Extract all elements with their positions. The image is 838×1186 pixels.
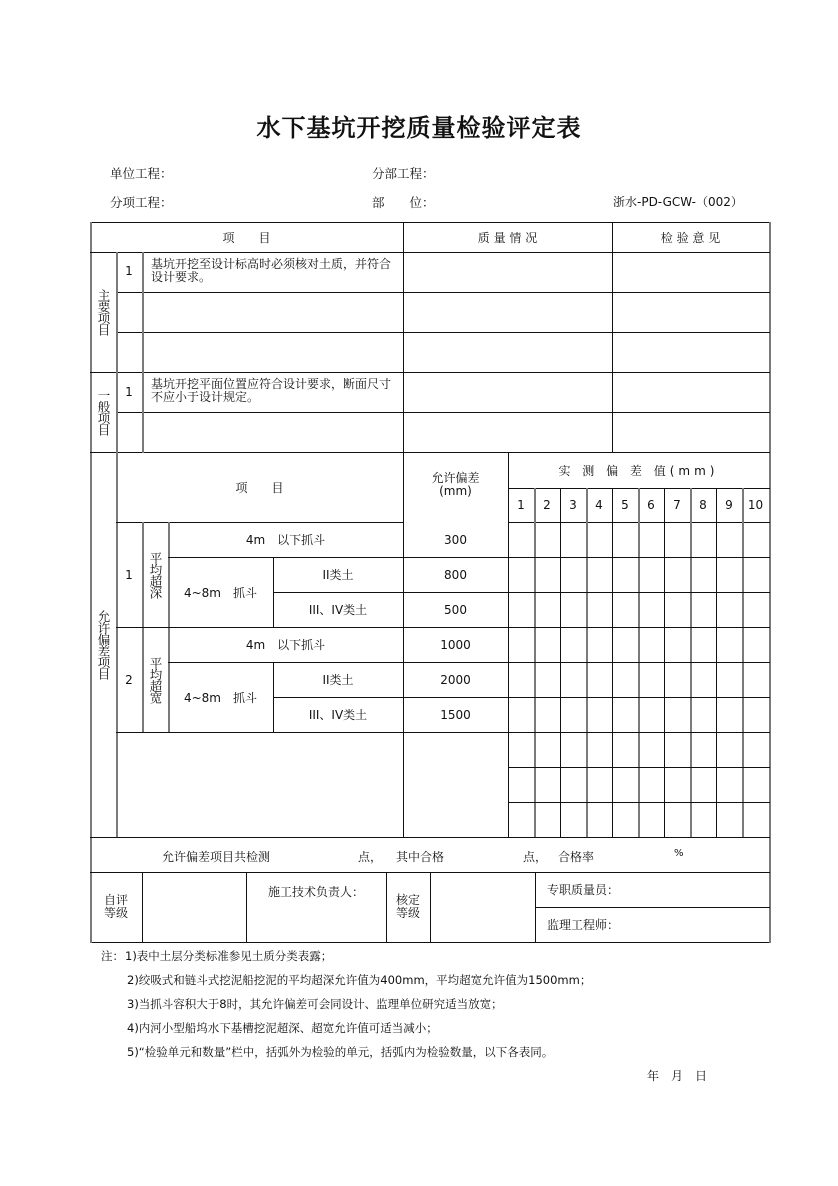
point-number: 2 xyxy=(543,498,551,512)
note-item: 2)绞吸式和链斗式挖泥船挖泥的平均超深允许值为400mm，平均超宽允许值为1500mm； xyxy=(127,973,592,987)
table-rule xyxy=(116,412,770,413)
measured-deviation-cell[interactable] xyxy=(535,593,560,627)
note-item: 3)当抓斗容积大于8时，其允许偏差可会同设计、监理单位研究适当放宽； xyxy=(127,997,503,1011)
point-number: 5 xyxy=(621,498,629,512)
measured-deviation-cell[interactable] xyxy=(587,768,612,802)
measured-deviation-cell[interactable] xyxy=(717,663,742,697)
point-number: 3 xyxy=(569,498,577,512)
self-grade-value[interactable] xyxy=(142,872,246,942)
measured-deviation-cell[interactable] xyxy=(717,523,742,557)
measured-deviation-cell[interactable] xyxy=(743,768,769,802)
unit-project-label: 单位工程： xyxy=(110,166,173,181)
point-number: 9 xyxy=(725,498,733,512)
measured-deviation-cell[interactable] xyxy=(535,558,560,592)
general-item-opinion-cell[interactable] xyxy=(612,372,769,412)
table-rule xyxy=(116,292,770,293)
measured-deviation-cell[interactable] xyxy=(561,803,586,837)
measured-deviation-cell[interactable] xyxy=(587,803,612,837)
measured-deviation-cell[interactable] xyxy=(613,663,638,697)
measured-deviation-cell[interactable] xyxy=(561,523,586,557)
measured-deviation-cell[interactable] xyxy=(613,628,638,662)
measured-deviation-cell[interactable] xyxy=(665,803,690,837)
soil-class-label: III、IV类土 xyxy=(308,603,368,617)
measured-deviation-cell[interactable] xyxy=(639,628,664,662)
equipment-label: 4m 以下抓斗 xyxy=(245,533,326,547)
measured-deviation-cell[interactable] xyxy=(561,628,586,662)
note-item: 5)“检验单元和数量”栏中，括弧外为检验的单元，括弧内为检验数量，以下各表同。 xyxy=(127,1045,554,1059)
soil-class-label: II类土 xyxy=(322,568,354,582)
measured-deviation-cell[interactable] xyxy=(717,593,742,627)
measured-deviation-cell[interactable] xyxy=(743,523,769,557)
measured-deviation-cell[interactable] xyxy=(717,698,742,732)
main-item-opinion-cell[interactable] xyxy=(612,252,769,292)
measured-deviation-cell[interactable] xyxy=(613,803,638,837)
tolerance-summary xyxy=(90,837,769,872)
measured-deviation-cell[interactable] xyxy=(561,733,586,767)
measured-deviation-cell[interactable] xyxy=(639,523,664,557)
measured-deviation-cell[interactable] xyxy=(691,663,716,697)
measured-deviation-cell[interactable] xyxy=(587,698,612,732)
measured-deviation-cell[interactable] xyxy=(535,803,560,837)
measured-deviation-cell[interactable] xyxy=(561,768,586,802)
main-item-quality-cell[interactable] xyxy=(403,252,612,292)
approved-grade-label: 核定 等级 xyxy=(395,893,420,920)
measured-deviation-cell[interactable] xyxy=(587,628,612,662)
header-opinion: 检 验 意 见 xyxy=(660,230,721,245)
measured-deviation-cell[interactable] xyxy=(613,698,638,732)
form-code: 浙水-PD-GCW-（002） xyxy=(613,195,743,209)
general-item-no: 1 xyxy=(125,385,133,399)
header-quality: 质 量 情 况 xyxy=(477,230,538,245)
summary-rate-label: 合格率 xyxy=(558,850,595,864)
measured-deviation-cell[interactable] xyxy=(743,698,769,732)
measured-deviation-cell[interactable] xyxy=(743,803,769,837)
note-item: 1)表中土层分类标准参见土质分类表露； xyxy=(125,949,333,963)
equipment-label: 4m 以下抓斗 xyxy=(245,638,326,652)
notes-lead: 注： xyxy=(101,949,124,963)
date-label: 年 月 日 xyxy=(647,1069,708,1083)
location-label: 部 位： xyxy=(372,195,435,210)
measured-deviation-cell[interactable] xyxy=(509,803,534,837)
general-items-group-label: 一般项目 xyxy=(96,389,111,435)
measured-deviation-cell[interactable] xyxy=(509,733,534,767)
measured-deviation-cell[interactable] xyxy=(613,523,638,557)
point-number: 6 xyxy=(647,498,655,512)
measured-deviation-cell[interactable] xyxy=(587,733,612,767)
summary-percent: % xyxy=(674,848,684,859)
measured-deviation-cell[interactable] xyxy=(665,558,690,592)
table-rule xyxy=(116,332,770,333)
soil-class-label: III、IV类土 xyxy=(308,708,368,722)
summary-total-label: 允许偏差项目共检测 xyxy=(162,850,271,864)
measured-deviation-cell[interactable] xyxy=(509,628,534,662)
summary-pass-label: 其中合格 xyxy=(396,850,445,864)
general-item-text: 基坑开挖平面位置应符合设计要求，断面尺寸不应小于设计规定。 xyxy=(151,377,392,404)
measured-deviation-cell[interactable] xyxy=(587,523,612,557)
main-item-no: 1 xyxy=(125,264,133,278)
measured-deviation-cell[interactable] xyxy=(743,628,769,662)
measured-deviation-cell[interactable] xyxy=(717,768,742,802)
measured-deviation-cell[interactable] xyxy=(691,803,716,837)
allowed-deviation-value: 300 xyxy=(444,532,467,547)
subitem-project-label: 分项工程： xyxy=(110,195,173,210)
measured-deviation-cell[interactable] xyxy=(665,663,690,697)
measured-deviation-cell[interactable] xyxy=(535,523,560,557)
measured-deviation-cell[interactable] xyxy=(639,733,664,767)
tolerance-allow-header: 允许偏差 (mm) xyxy=(431,471,480,498)
measured-deviation-cell[interactable] xyxy=(535,768,560,802)
measured-deviation-cell[interactable] xyxy=(613,558,638,592)
tolerance-group-no: 1 xyxy=(125,567,133,582)
allowed-deviation-value: 1500 xyxy=(440,707,471,722)
main-item-text: 基坑开挖至设计标高时必须核对土质，并符合设计要求。 xyxy=(151,257,392,284)
measured-deviation-cell[interactable] xyxy=(717,558,742,592)
measured-deviation-cell[interactable] xyxy=(509,593,534,627)
measured-deviation-cell[interactable] xyxy=(691,628,716,662)
measured-deviation-cell[interactable] xyxy=(535,733,560,767)
measured-deviation-cell[interactable] xyxy=(691,558,716,592)
measured-deviation-cell[interactable] xyxy=(743,593,769,627)
measured-deviation-cell[interactable] xyxy=(613,768,638,802)
measured-deviation-cell[interactable] xyxy=(691,733,716,767)
quality-officer-label: 专职质量员： xyxy=(547,883,620,897)
measured-deviation-cell[interactable] xyxy=(639,558,664,592)
allowed-deviation-value: 1000 xyxy=(440,637,471,652)
measured-deviation-cell[interactable] xyxy=(691,698,716,732)
measured-deviation-cell[interactable] xyxy=(587,558,612,592)
measured-deviation-cell[interactable] xyxy=(639,593,664,627)
table-rule xyxy=(769,222,771,943)
measured-deviation-cell[interactable] xyxy=(665,768,690,802)
tech-lead-label: 施工技术负责人： xyxy=(267,885,364,899)
measured-deviation-cell[interactable] xyxy=(561,663,586,697)
point-number: 7 xyxy=(673,498,681,512)
measured-deviation-cell[interactable] xyxy=(639,663,664,697)
measured-deviation-cell[interactable] xyxy=(717,628,742,662)
tolerance-group-name: 平均超深 xyxy=(148,551,163,598)
measured-deviation-cell[interactable] xyxy=(639,768,664,802)
note-item: 4)内河小型船坞水下基槽挖泥超深、超宽允许值可适当减小； xyxy=(127,1021,438,1035)
division-project-label: 分部工程： xyxy=(372,166,435,181)
point-number: 8 xyxy=(699,498,707,512)
tolerance-group-name: 平均超宽 xyxy=(148,656,163,703)
measured-deviation-cell[interactable] xyxy=(509,523,534,557)
measured-deviation-cell[interactable] xyxy=(509,663,534,697)
measured-deviation-cell[interactable] xyxy=(561,558,586,592)
measured-deviation-cell[interactable] xyxy=(509,558,534,592)
measured-deviation-cell[interactable] xyxy=(743,663,769,697)
measured-deviation-cell[interactable] xyxy=(691,593,716,627)
header-item: 项 目 xyxy=(222,230,271,245)
tolerance-group-label: 允许偏差项目 xyxy=(96,610,111,679)
allowed-deviation-value: 500 xyxy=(444,602,467,617)
measured-deviation-cell[interactable] xyxy=(691,768,716,802)
measured-deviation-cell[interactable] xyxy=(665,593,690,627)
measured-deviation-cell[interactable] xyxy=(535,663,560,697)
measured-deviation-cell[interactable] xyxy=(743,733,769,767)
measured-deviation-cell[interactable] xyxy=(665,628,690,662)
measured-deviation-cell[interactable] xyxy=(587,593,612,627)
measured-deviation-cell[interactable] xyxy=(639,803,664,837)
measured-deviation-cell[interactable] xyxy=(639,698,664,732)
allowed-deviation-value: 2000 xyxy=(440,672,471,687)
measured-deviation-cell[interactable] xyxy=(561,698,586,732)
page-title: 水下基坑开挖质量检验评定表 xyxy=(256,114,582,142)
tolerance-item-header: 项 目 xyxy=(235,480,284,495)
measured-deviation-cell[interactable] xyxy=(561,593,586,627)
measured-deviation-cell[interactable] xyxy=(665,698,690,732)
approved-grade-value[interactable] xyxy=(430,872,535,942)
measured-deviation-cell[interactable] xyxy=(717,733,742,767)
tolerance-group-no: 2 xyxy=(125,672,133,687)
measured-deviation-cell[interactable] xyxy=(535,628,560,662)
measured-deviation-cell[interactable] xyxy=(743,558,769,592)
measured-deviation-cell[interactable] xyxy=(691,523,716,557)
measured-deviation-cell[interactable] xyxy=(509,768,534,802)
general-item-quality-cell[interactable] xyxy=(403,372,612,412)
summary-points-label: 点， xyxy=(358,850,383,864)
summary-points-label: 点， xyxy=(523,850,548,864)
measured-deviation-cell[interactable] xyxy=(665,733,690,767)
measured-deviation-cell[interactable] xyxy=(613,733,638,767)
measured-deviation-cell[interactable] xyxy=(587,663,612,697)
supervisor-label: 监理工程师： xyxy=(547,918,620,932)
measured-deviation-cell[interactable] xyxy=(665,523,690,557)
self-grade-label: 自评 等级 xyxy=(103,893,128,920)
measured-header: 实 测 偏 差 值(mm) xyxy=(558,463,719,478)
point-number: 1 xyxy=(517,498,525,512)
measured-deviation-cell[interactable] xyxy=(509,698,534,732)
equipment-label: 4~8m 抓斗 xyxy=(183,690,257,705)
point-number: 4 xyxy=(595,498,603,512)
measured-deviation-cell[interactable] xyxy=(535,698,560,732)
allowed-deviation-value: 800 xyxy=(444,567,467,582)
point-number: 10 xyxy=(747,498,764,512)
measured-deviation-cell[interactable] xyxy=(613,593,638,627)
equipment-label: 4~8m 抓斗 xyxy=(183,585,257,600)
measured-deviation-cell[interactable] xyxy=(717,803,742,837)
main-items-group-label: 主要项目 xyxy=(96,289,111,335)
soil-class-label: II类土 xyxy=(322,673,354,687)
